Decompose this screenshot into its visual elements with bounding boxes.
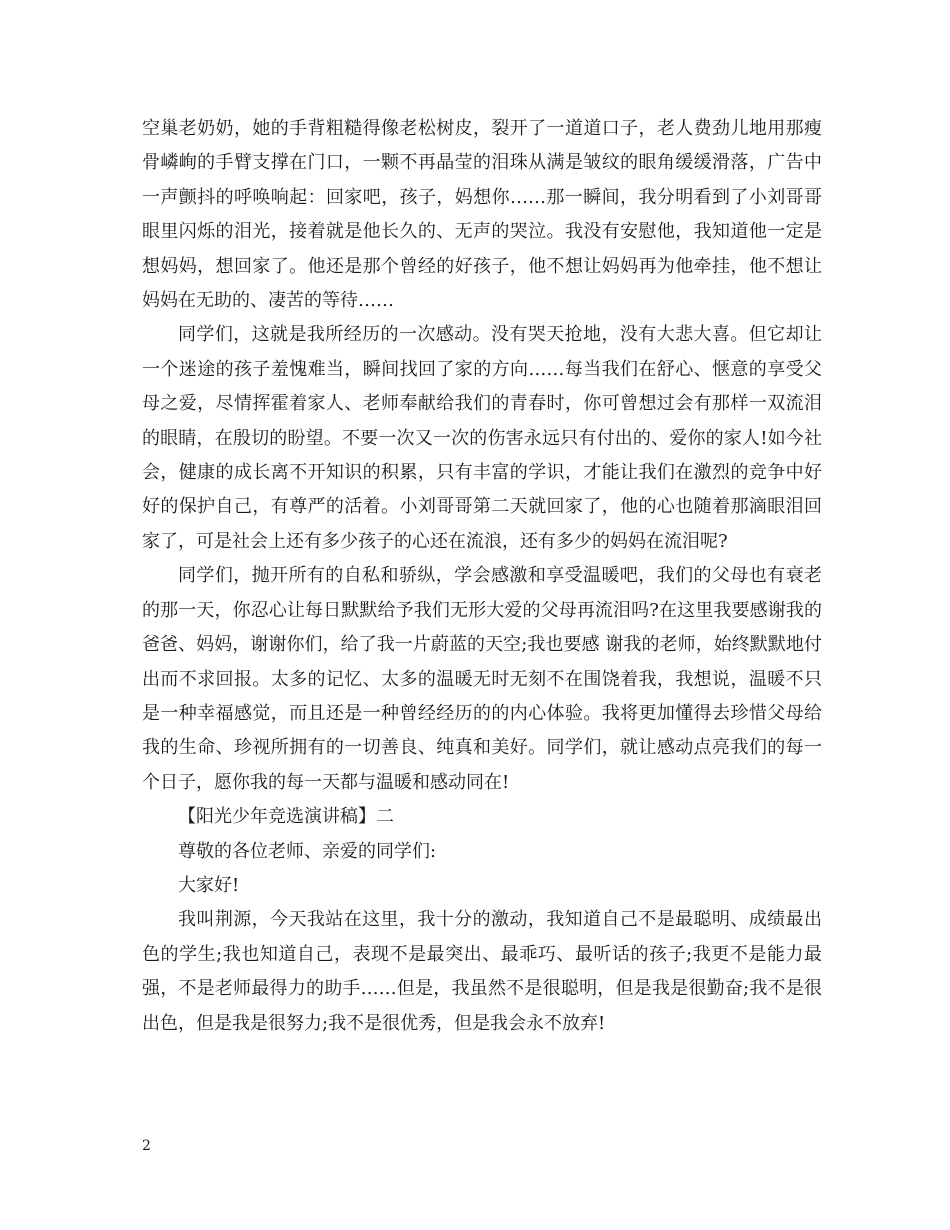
page-number: 2 [142, 1138, 151, 1154]
paragraph-continuation: 空巢老奶奶，她的手背粗糙得像老松树皮，裂开了一道道口子，老人费劲儿地用那瘦骨嶙峋的手臂支撑在门口，一颗不再晶莹的泪珠从满是皱纹的眼角缓缓滑落，广告中一声颤抖的呼唤响起：回家吧，孩子，妈想你……那一瞬间，我分明看到了小刘哥哥眼里闪烁的泪光，接着就是他长久的、无声的哭泣。我没有安慰他，我知道他一定是想妈妈，想回家了。他还是那个曾经的好孩子，他不想让妈妈再为他牵挂，他不想让妈妈在无助的、凄苦的等待…… [142, 118, 822, 312]
salutation: 尊敬的各位老师、亲爱的同学们: [178, 840, 437, 862]
paragraph-introduction: 我叫荆源，今天我站在这里，我十分的激动，我知道自己不是最聪明、成绩最出色的学生;我也知道自己，表现不是最突出、最乖巧、最听话的孩子;我更不是能力最强，不是老师最得力的助手……但是，我虽然不是很聪明，但是我是很勤奋;我不是很出色，但是我是很努力;我不是很优秀，但是我会永不放弃! [142, 909, 822, 1034]
greeting: 大家好! [178, 874, 240, 896]
section-heading: 【阳光少年竞选演讲稿】二 [178, 806, 394, 828]
document-body [142, 112, 822, 1041]
paragraph-experience: 同学们，这就是我所经历的一次感动。没有哭天抢地，没有大悲大喜。但它却让一个迷途的孩子羞愧难当，瞬间找回了家的方向……每当我们在舒心、惬意的享受父母之爱，尽情挥霍着家人、老师奉献给我们的青春时，你可曾想过会有那样一双流泪的眼睛，在殷切的盼望。不要一次又一次的伤害永远只有付出的、爱你的家人!如今社会，健康的成长离不开知识的积累，只有丰富的学识，才能让我们在激烈的竞争中好好的保护自己，有尊严的活着。小刘哥哥第二天就回家了，他的心也随着那滴眼泪回家了，可是社会上还有多少孩子的心还在流浪，还有多少的妈妈在流泪呢? [142, 324, 822, 552]
paragraph-gratitude: 同学们，抛开所有的自私和骄纵，学会感激和享受温暖吧，我们的父母也有衰老的那一天，你忍心让每日默默给予我们无形大爱的父母再流泪吗?在这里我要感谢我的爸爸、妈妈，谢谢你们，给了我一片蔚蓝的天空;我也要感 谢我的老师，始终默默地付出而不求回报。太多的记忆、太多的温暖无时无刻不在围饶着我，我想说，温暖不只是一种幸福感觉，而且还是一种曾经经历的的内心体验。我将更加懂得去珍惜父母给我的生命、珍视所拥有的一切善良、纯真和美好。同学们，就让感动点亮我们的每一个日子，愿你我的每一天都与温暖和感动同在! [142, 565, 822, 793]
